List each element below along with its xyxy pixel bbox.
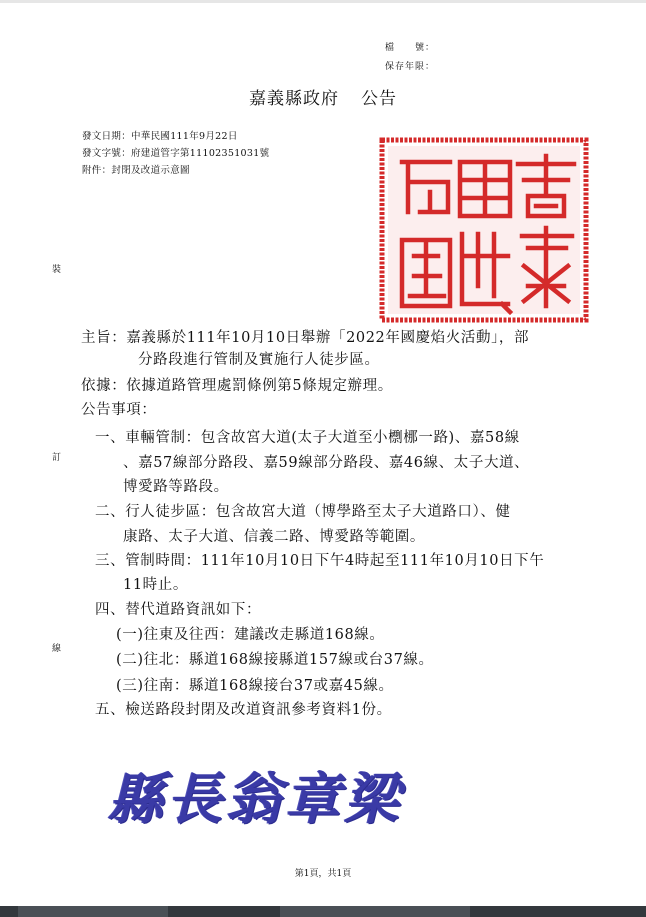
file-number-label: 檔 號：	[385, 43, 436, 53]
item4-heading: 四、替代道路資訊如下：	[95, 602, 262, 618]
agency-name: 嘉義縣政府	[249, 89, 339, 109]
item3-line-2: 11時止。	[123, 577, 188, 593]
page-number: 第1頁，共1頁	[294, 869, 352, 879]
items-heading: 公告事項：	[81, 402, 157, 418]
retention-label: 保存年限：	[385, 62, 436, 72]
item4-sub-2: (二)往北：縣道168線接縣道157線或台37線。	[116, 652, 434, 668]
binding-mark-2: 訂	[52, 453, 62, 463]
binding-mark-1: 裝	[52, 265, 62, 275]
document-type: 公告	[361, 89, 397, 109]
item4-sub-1: (一)往東及往西：建議改走縣道168線。	[116, 627, 385, 643]
basis-line: 依據：依據道路管理處罰條例第5條規定辦理。	[81, 378, 393, 394]
document-title	[0, 84, 646, 109]
item1-line-3: 博愛路等路段。	[123, 479, 229, 495]
signature-text: 縣長翁章梁	[108, 767, 404, 831]
item3-line-1: 三、管制時間：111年10月10日下午4時起至111年10月10日下午	[95, 553, 545, 569]
item4-sub-3: (三)往南：縣道168線接台37或嘉45線。	[116, 678, 394, 694]
item2-line-1: 二、行人徒步區：包含故宮大道（博學路至太子大道路口）、健	[95, 504, 511, 520]
issue-number: 發文字號：府建道管字第11102351031號	[82, 148, 270, 159]
attachment-line: 附件：封閉及改道示意圖	[82, 165, 190, 176]
item1-line-2: 、嘉57線部分路段、嘉59線部分路段、嘉46線、太子大道、	[123, 455, 530, 471]
top-border	[0, 0, 646, 3]
item1-line-1: 一、車輛管制：包含故宮大道(太子大道至小檦梛一路)、嘉58線	[95, 430, 520, 446]
official-seal	[378, 136, 590, 324]
mayor-signature	[108, 755, 403, 834]
item5-line: 五、檢送路段封閉及改道資訊參考資料1份。	[95, 702, 392, 718]
viewer-bottom-bar	[0, 906, 646, 917]
issue-date: 發文日期：中華民國111年9月22日	[82, 131, 238, 142]
subject-line-1: 主旨：嘉義縣於111年10月10日舉辦「2022年國慶焰火活動」，部	[81, 330, 530, 346]
item2-line-2: 康路、太子大道、信義二路、博愛路等範圍。	[123, 529, 425, 545]
binding-mark-3: 線	[52, 644, 62, 654]
subject-line-2: 分路段進行管制及實施行人徒步區。	[138, 352, 380, 368]
